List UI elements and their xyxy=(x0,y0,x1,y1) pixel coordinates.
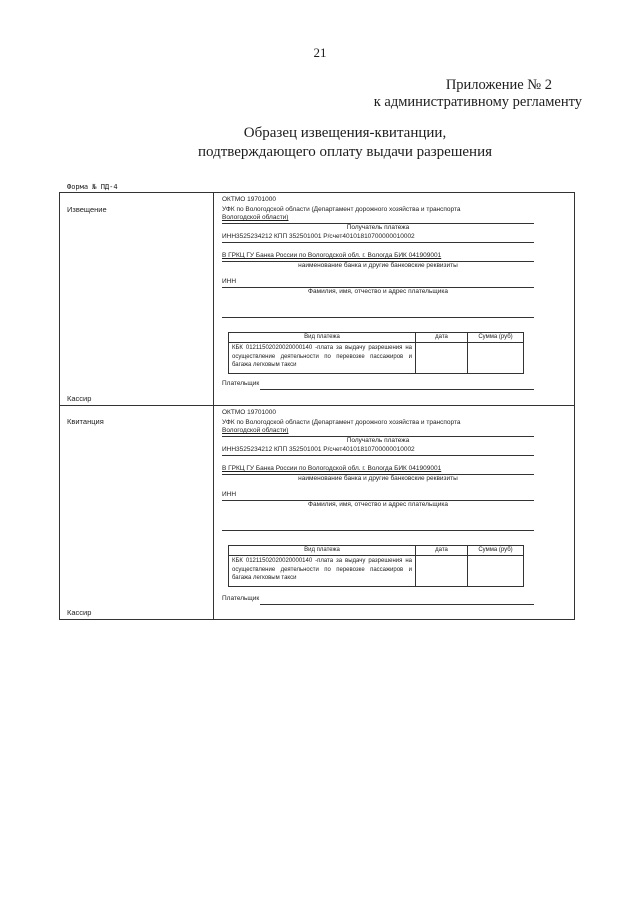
notice-label: Извещение xyxy=(67,205,107,214)
inn-kpp-account: ИНН3525234212 КПП 352501001 Р/счет40101810700000010002 xyxy=(222,233,415,240)
date-header: дата xyxy=(416,333,468,343)
payment-table xyxy=(228,332,524,374)
sum-header: Сумма (руб) xyxy=(468,333,524,343)
receipt-cashier-label: Кассир xyxy=(67,608,92,617)
form-code: Форма № ПД-4 xyxy=(67,183,118,191)
payer-inn-label: ИНН xyxy=(222,278,237,285)
underline xyxy=(222,317,534,318)
payment-type-header: Вид платежа xyxy=(229,333,416,343)
receipt-label: Квитанция xyxy=(67,417,104,426)
signature-line xyxy=(260,604,534,605)
payment-description: КБК 01211502020020000140 -плата за выдачу разрешения на осуществление деятельности по перевозке пассажиров и багажа легковым такси xyxy=(229,343,416,374)
underline xyxy=(222,530,534,531)
payment-table xyxy=(228,545,524,587)
date-header: дата xyxy=(416,546,468,556)
recipient-caption: Получатель платежа xyxy=(346,224,410,231)
payer-caption: Фамилия, имя, отчество и адрес плательщика xyxy=(308,288,448,295)
appendix-heading: Приложение № 2 xyxy=(445,77,552,93)
payer-inn-label: ИНН xyxy=(222,491,237,498)
form-column-divider xyxy=(213,193,214,619)
oktmo-code: ОКТМО 19701000 xyxy=(222,409,277,416)
underline xyxy=(222,455,534,456)
payment-date xyxy=(416,343,468,374)
document-title-line-2: подтверждающего оплату выдачи разрешения xyxy=(198,144,492,160)
oktmo-code: ОКТМО 19701000 xyxy=(222,196,277,203)
bank-caption: наименование банка и другие банковские реквизиты xyxy=(298,262,458,269)
sum-header: Сумма (руб) xyxy=(468,546,524,556)
recipient-caption: Получатель платежа xyxy=(346,437,410,444)
notice-section xyxy=(222,193,562,405)
recipient-name: УФК по Вологодской области (Департамент дорожного хозяйства и транспорта xyxy=(222,206,461,213)
recipient-name-continued: Вологодской области) xyxy=(222,427,289,434)
bank-caption: наименование банка и другие банковские реквизиты xyxy=(298,475,458,482)
page-number: 21 xyxy=(313,45,327,60)
payment-description: КБК 01211502020020000140 -плата за выдачу разрешения на осуществление деятельности по перевозке пассажиров и багажа легковым такси xyxy=(229,556,416,587)
bank-details: В ГРКЦ ГУ Банка России по Вологодской обл. г. Вологда БИК 041909001 xyxy=(222,465,442,472)
recipient-name: УФК по Вологодской области (Департамент дорожного хозяйства и транспорта xyxy=(222,419,461,426)
payment-form xyxy=(59,192,575,620)
receipt-section xyxy=(222,406,562,618)
document-title-line-1: Образец извещения-квитанции, xyxy=(243,125,447,141)
signature-line xyxy=(260,389,534,390)
payer-caption: Фамилия, имя, отчество и адрес плательщика xyxy=(308,501,448,508)
inn-kpp-account: ИНН3525234212 КПП 352501001 Р/счет40101810700000010002 xyxy=(222,446,415,453)
payment-sum xyxy=(468,343,524,374)
appendix-subheading: к административному регламенту xyxy=(373,94,582,110)
notice-cashier-label: Кассир xyxy=(67,394,92,403)
payer-signature-label: Плательщик xyxy=(222,380,260,387)
payment-sum xyxy=(468,556,524,587)
recipient-name-continued: Вологодской области) xyxy=(222,214,289,221)
underline xyxy=(222,242,534,243)
payer-signature-label: Плательщик xyxy=(222,595,260,602)
bank-details: В ГРКЦ ГУ Банка России по Вологодской обл. г. Вологда БИК 041909001 xyxy=(222,252,442,259)
payment-date xyxy=(416,556,468,587)
payment-type-header: Вид платежа xyxy=(229,546,416,556)
